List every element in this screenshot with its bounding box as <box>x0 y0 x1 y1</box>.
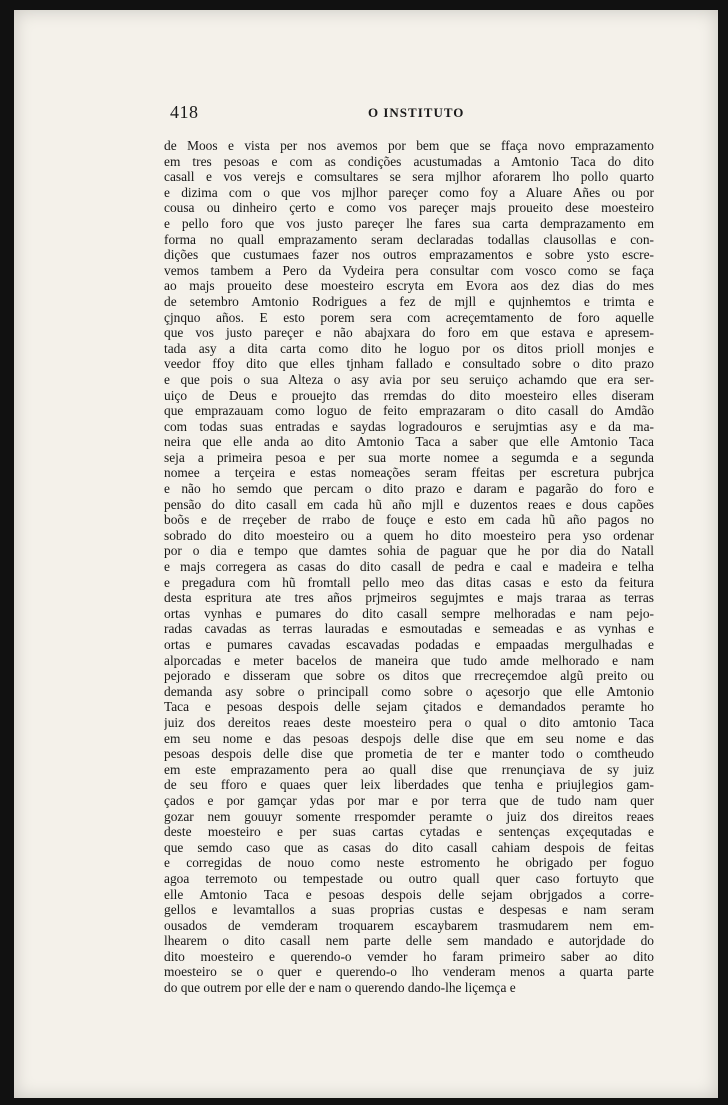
running-title: O INSTITUTO <box>368 105 465 120</box>
text-line: com todas suas entradas e saydas logradouros e serujmtias asy e da ma- <box>164 418 654 434</box>
text-line: do que outrem por elle der e nam o querendo dando-lhe liçemça e <box>164 980 516 996</box>
text-line: juiz dos dereitos reaes deste moesteiro pera o qual o dito amtonio Taca <box>164 714 654 730</box>
text-line: em este emprazamento pera ao quall dise que rrenunçiava de sy juiz <box>164 761 654 777</box>
text-line: ortas vynhas e pumares do dito casall sempre melhoradas e nam pejo- <box>164 605 654 621</box>
text-line: tada asy a dita carta como dito he loguo por os ditos prioll monjes e <box>164 340 654 356</box>
text-line: moesteiro se o quer e querendo-o lho venderam menos a quarta parte <box>164 964 654 980</box>
text-line: e corregidas de nouo como neste estromento he obrigado per foguo <box>164 855 654 871</box>
page-header <box>14 102 718 126</box>
text-line: nomee a terçeira e estas nomeações seram ffeitas per escretura pubrjca <box>164 465 654 481</box>
text-line: deste moesteiro e per suas cartas cytadas e sentenças exçequtadas e <box>164 824 654 840</box>
text-line: uiço de Deus e prouejto das rremdas do dito moesteiro elles diseram <box>164 387 654 403</box>
text-line: çados e por gamçar ydas por mar e por terra que de tudo nam quer <box>164 792 654 808</box>
text-line: ao majs proueito dese moesteiro escryta em Evora aos dez dias do mes <box>164 278 654 294</box>
text-line: elle Amtonio Taca e pesoas despois delle sejam obrjgados a corre- <box>164 886 654 902</box>
text-line: desta espritura ate tres años prjmeiros segujmtes e majs traraa as terras <box>164 590 654 606</box>
text-line: seja a primeira pesoa e per sua morte nomee a segumda e a segunda <box>164 449 654 465</box>
text-line: pesoas despois delle dise que prometia de ter e manter todo o comtheudo <box>164 746 654 762</box>
text-line: que emprazauam como loguo de feito emprazaram o dito casall do Amdão <box>164 403 654 419</box>
text-line: radas cavadas as terras lauradas e esmoutadas e semeadas e as vynhas e <box>164 621 654 637</box>
text-line: e que pois o sua Alteza o asy avia por seu seruiço achamdo que era ser- <box>164 371 654 387</box>
text-line: de setembro Amtonio Rodrigues a fez de mjll e qujnhemtos e trimta e <box>164 293 654 309</box>
text-line: sobrado do dito moesteiro ou a quem ho dito moesteiro pera yso ordenar <box>164 527 654 543</box>
page-number: 418 <box>170 102 199 122</box>
text-line: gellos e levamtallos a suas proprias custas e despesas e nam seram <box>164 902 654 918</box>
text-line: ousados de vemderam troquarem escaybarem trasmudarem nem em- <box>164 917 654 933</box>
body-text <box>164 138 654 996</box>
text-line: Taca e pesoas despois delle sejam çitados e demandados peramte ho <box>164 699 654 715</box>
text-line: pejorado e disseram que sobre os ditos que rrecreçemdoe algũ preito ou <box>164 668 654 684</box>
text-line: e dizima com o que vos mjlhor pareçer como foy a Aluare Añes ou por <box>164 184 654 200</box>
text-line: em tres pesoas e com as condições acustumadas a Amtonio Taca do dito <box>164 153 654 169</box>
text-line: alporcadas e meter bacelos de maneira que tudo amde melhorado e nam <box>164 652 654 668</box>
text-line: e pregadura com hũ fromtall pello meo das ditas casas e esto da feitura <box>164 574 654 590</box>
text-line: em seu nome e das pesoas despojs delle dise que em seu nome e das <box>164 730 654 746</box>
text-line: pensão do dito casall em cada hũ año mjll e duzentos reaes e dous capões <box>164 496 654 512</box>
text-line: agoa terremoto ou tempestade ou outro quall quer caso fortuyto que <box>164 870 654 886</box>
text-line: demanda asy sobre o principall como sobre o açesorjo que elle Amtonio <box>164 683 654 699</box>
text-line: neira que elle anda ao dito Amtonio Taca a saber que elle Amtonio Taca <box>164 434 654 450</box>
text-line: por o dia e tempo que damtes sohia de paguar que he por dia do Natall <box>164 543 654 559</box>
text-line: dições que custumaes fazer nos outros emprazamentos e sobre ysto escre- <box>164 247 654 263</box>
text-line: de Moos e vista per nos avemos por bem que se ffaça novo emprazamento <box>164 138 654 153</box>
text-line: e não ho semdo que percam o dito prazo e daram e pagarão do foro e <box>164 481 654 497</box>
text-line: casall e vos verejs e comsultares se sera mjlhor aforarem lho pollo quarto <box>164 169 654 185</box>
text-line: gozar nem gouuyr somente rrespomder peramte o juiz dos direitos reaes <box>164 808 654 824</box>
text-line: veedor ffoy dito que elles tjnham fallado e consultado sobre o dito prazo <box>164 356 654 372</box>
text-line: que semdo caso que as casas do dito casall cahiam despois de feitas <box>164 839 654 855</box>
page-sheet <box>14 10 718 1098</box>
text-line: e pello foro que vos justo pareçer lhe fares sua carta demprazamento em <box>164 215 654 231</box>
text-line: forma no quall emprazamento seram declaradas todallas clausollas e con- <box>164 231 654 247</box>
text-line: cousa ou dinheiro çerto e como vos pareçer majs proueito dese moesteiro <box>164 200 654 216</box>
text-line: boõs e de rreçeber de rrabo de fouçe e esto em cada hũ año pagos no <box>164 512 654 528</box>
text-line: vemos tambem a Pero da Vydeira pera consultar com vosco como se faça <box>164 262 654 278</box>
text-line: ortas e pumares cavadas escavadas podadas e empaadas mergulhadas e <box>164 637 654 652</box>
text-line: dito moesteiro e querendo-o vemder ho faram primeiro saber ao dito <box>164 948 654 964</box>
text-line: que vos justo pareçer e não abajxara do foro em que estava e apresem- <box>164 325 654 341</box>
text-line: de seu fforo e quaes quer leix liberdades que tenha e priujlegios gam- <box>164 777 654 793</box>
text-line: lhearem o dito casall nem parte delle sem mandado e autorjdade do <box>164 933 654 949</box>
text-line: e majs corregera as casas do dito casall de pedra e caal e madeira e telha <box>164 559 654 575</box>
text-line: çjnquo años. E esto porem sera com acreçemtamento de foro aquelle <box>164 309 654 325</box>
